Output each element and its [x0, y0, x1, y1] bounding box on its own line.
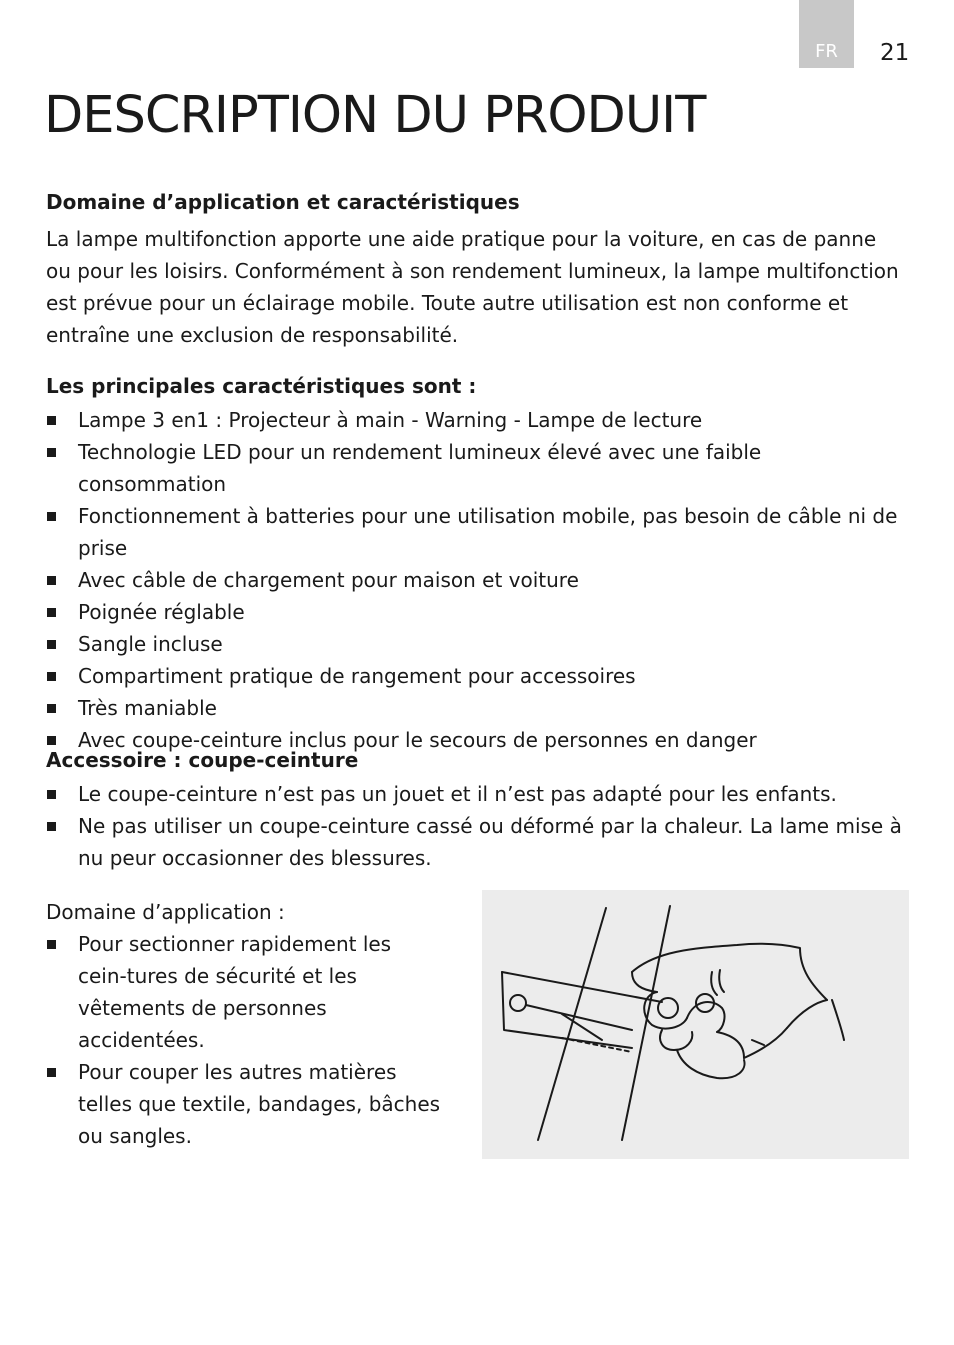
section-heading: Les principales caractéristiques sont :: [46, 374, 477, 398]
section-features: [46, 372, 906, 756]
section-heading: Accessoire : coupe-ceinture: [46, 748, 359, 772]
accessory-list: [46, 778, 906, 874]
belt-cutter-illustration: [482, 890, 909, 1159]
language-tab: FR: [799, 0, 854, 68]
usage-intro: Domaine d’application :: [46, 900, 285, 924]
section-heading: Domaine d’application et caractéristiques: [46, 190, 520, 214]
list-item: Très maniable: [46, 692, 906, 724]
section-usage: [46, 896, 446, 1152]
usage-list: [46, 928, 446, 1152]
list-item: Avec coupe-ceinture inclus pour le secours de personnes en danger: [46, 724, 906, 756]
list-item: Lampe 3 en1 : Projecteur à main - Warning - Lampe de lecture: [46, 404, 906, 436]
list-item: Poignée réglable: [46, 596, 906, 628]
section-application: [46, 188, 906, 351]
list-item: Sangle incluse: [46, 628, 906, 660]
list-item: Ne pas utiliser un coupe-ceinture cassé ou déformé par la chaleur. La lame mise à nu peur occasionner des blessures.: [46, 810, 906, 874]
list-item: Technologie LED pour un rendement lumineux élevé avec une faible consommation: [46, 436, 906, 500]
section-paragraph: La lampe multifonction apporte une aide pratique pour la voiture, en cas de panne ou pour les loisirs. Conformément à son rendement lumineux, la lampe multifonction est prévue pour un éclairage mobile. Toute autre utilisation est non conforme et entraîne une exclusion de responsabilité.: [46, 227, 899, 347]
list-item: Avec câble de chargement pour maison et voiture: [46, 564, 906, 596]
page-title: DESCRIPTION DU PRODUIT: [44, 86, 706, 145]
list-item: Le coupe-ceinture n’est pas un jouet et il n’est pas adapté pour les enfants.: [46, 778, 906, 810]
list-item: Fonctionnement à batteries pour une utilisation mobile, pas besoin de câble ni de prise: [46, 500, 906, 564]
features-list: [46, 404, 906, 756]
section-accessory: [46, 746, 906, 874]
list-item: Pour couper les autres matières telles que textile, bandages, bâches ou sangles.: [46, 1056, 446, 1152]
hand-cutting-belt-drawing: [482, 890, 909, 1159]
page-number: 21: [880, 40, 910, 66]
list-item: Compartiment pratique de rangement pour accessoires: [46, 660, 906, 692]
list-item: Pour sectionner rapidement les cein-tures de sécurité et les vêtements de personnes accidentées.: [46, 928, 446, 1056]
